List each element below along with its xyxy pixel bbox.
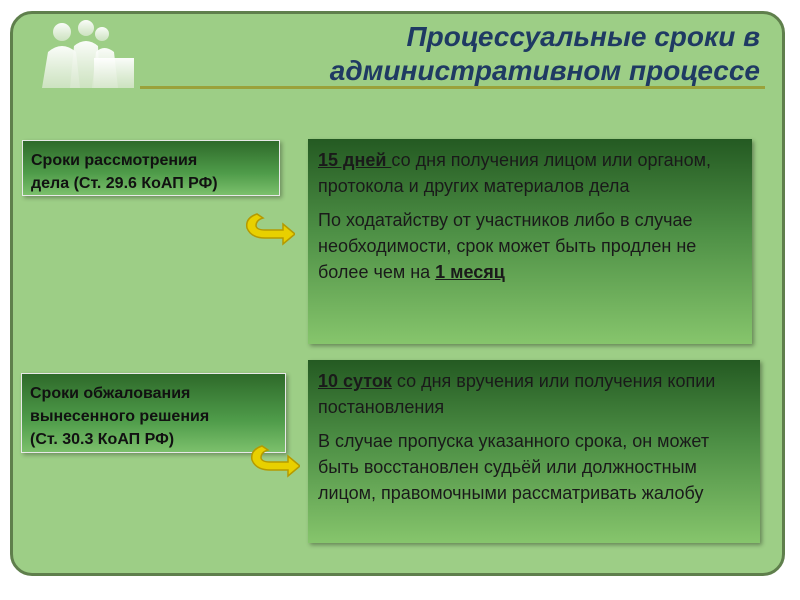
section-2-label-box (21, 373, 286, 453)
section-1-label-box (22, 140, 280, 196)
section-1-deadline: 15 дней (318, 150, 392, 170)
title-line-1: Процессуальные сроки в (406, 21, 760, 52)
section-1-paragraph-1 (318, 147, 742, 199)
section-2-label: Сроки обжалования вынесенного решения (Ст. 30.3 КоАП РФ) (30, 385, 210, 448)
curved-arrow-right-icon (248, 440, 300, 480)
title-line-2: административном процессе (329, 55, 760, 86)
section-1-p2-text: По ходатайству от участников либо в случае необходимости, срок может быть продлен не более чем на (318, 210, 697, 282)
section-1-p1-text: со дня получения лицом или органом, протокола и других материалов дела (318, 150, 712, 196)
people-silhouette-logo (34, 18, 134, 88)
section-2-paragraph-2: В случае пропуска указанного срока, он может быть восстановлен судьёй или должностным лицом, правомочными рассматривать жалобу (318, 431, 710, 503)
section-1-extension: 1 месяц (435, 262, 505, 282)
page-title (200, 20, 760, 88)
section-2-p1-text: со дня вручения или получения копии постановления (318, 371, 716, 417)
title-divider (140, 86, 765, 89)
section-1-label: Сроки рассмотрения дела (Ст. 29.6 КоАП РФ) (31, 152, 218, 192)
section-2-deadline: 10 суток (318, 371, 392, 391)
curved-arrow-right-icon (243, 208, 295, 248)
section-1-paragraph-2 (318, 207, 742, 285)
section-1-content (308, 139, 752, 344)
section-2-content (308, 360, 760, 543)
section-2-paragraph-1 (318, 368, 750, 420)
